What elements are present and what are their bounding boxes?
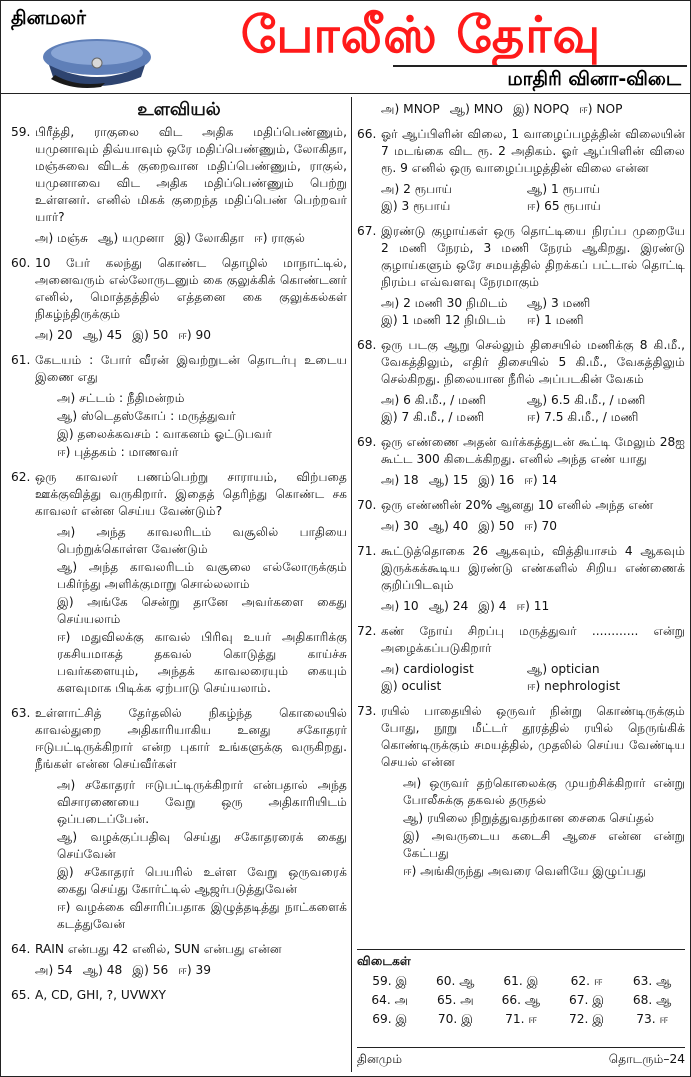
options [357,295,685,329]
option: அ) சட்டம் : நீதிமன்றம் [57,391,185,405]
options [357,101,685,118]
column-divider [351,97,352,1072]
subtitle: மாதிரி வினா-விடை [507,68,681,90]
section-title: உளவியல் [137,99,221,120]
option: ஆ) 40 [428,519,469,533]
question [357,434,685,468]
option: ஆ) அந்த காவலரிடம் வசூலை எல்லோருக்கும் பகிர்ந்து அளிக்குமாறு சொல்லலாம் [57,560,347,591]
answers-box [357,949,685,1028]
question-text: ஒரு படகு ஆறு செல்லும் திசையில் மணிக்கு 8 கி.மீ., வேகத்திலும், எதிர் திசையில் 5 கி.மீ., வேகத்திலும் செல்கிறது. நிலையான நீரில் அப்படகின் வேகம் [381,338,685,386]
option: அ) அந்த காவலரிடம் வசூலில் பாதியை பெற்றுக்கொள்ள வேண்டும் [57,525,347,556]
option: ஆ) 1 ரூபாய் [526,182,600,196]
option: ஈ) 1 மணி [526,313,584,327]
option: இ) 4 [478,599,507,613]
option: இ) சகோதரர் பெயரில் உள்ள வேறு ஒருவரைக் கைது செய்து கோர்ட்டில் ஆஜர்படுத்துவேன் [57,865,347,896]
left-column [11,97,347,1004]
option: ஆ) வழக்குப்பதிவு செய்து சகோதரரைக் கைது செய்வேன் [57,830,347,861]
question-number: 61. [11,353,31,367]
question [11,469,347,520]
answer-item: 67. இ [569,993,605,1007]
option: அ) 30 [381,519,419,533]
answer-item: 64. அ [371,993,409,1007]
options [357,661,685,695]
question [11,705,347,773]
question [357,543,685,594]
options [357,181,685,215]
options [11,777,347,933]
answer-item: 66. ஆ [501,993,541,1007]
option: ஈ) மதுவிலக்கு காவல் பிரிவு உயர் அதிகாரிக்கு ரகசியமாகத் தகவல் கொடுத்து காய்ச்சு பவர்களையும், அந்தக் காவலரையும் கையும் களவுமாக பிடிக்க ஏற்பாடு செய்யலாம். [57,630,347,695]
question-text: ஒரு எண்ணை அதன் வர்க்கத்துடன் கூட்டி மேலும் 28ஐ கூட்ட 300 கிடைக்கிறது. எனில் அந்த எண் யாது [381,435,685,466]
option: இ) தலைக்கவசம் : வாகனம் ஓட்டுபவர் [57,427,272,441]
footer-right: தொடரும்–24 [608,1052,685,1066]
option: ஈ) 90 [178,328,211,342]
option: ஆ) 48 [82,963,123,977]
header [1,1,690,94]
option: இ) 50 [132,328,169,342]
police-cap-icon [35,33,153,89]
question-number: 69. [357,435,377,449]
option: அ) cardiologist [381,662,474,676]
option: ஈ) வழக்கை விசாரிப்பதாக இழுத்தடித்து நாட்களைக் கடத்துவேன் [57,900,347,931]
answer-item: 59. இ [372,974,408,988]
option: அ) 2 ரூபாய் [381,182,453,196]
option: ஈ) 14 [524,473,557,487]
options [357,598,685,615]
option: இ) அவருடைய கடைசி ஆசை என்ன என்று கேட்பது [403,829,685,860]
question [11,255,347,323]
answers-heading: விடைகள் [357,954,411,968]
question-number: 72. [357,624,377,638]
question-text: பிரீத்தி, ராகுலை விட அதிக மதிப்பெண்ணும், யமுனாவும் திவ்யாவும் ஒரே மதிப்பெண்ணும், லோகிதா, மஞ்சுவை விடக் குறைவான மதிப்பெண்ணும், ராகுல், யமுனாவை விட அதிக மதிப்பெண்ணும் பெற்று உள்ளனர். எனில் மிகக் குறைந்த மதிப்பெண் பெற்றவர் யார்? [35,125,347,224]
answer-item: 63. ஆ [632,974,672,988]
options [11,524,347,697]
question-number: 60. [11,256,31,270]
logo-text: தினமலர் [11,7,86,29]
option: அ) ஒருவர் தற்கொலைக்கு முயற்சிக்கிறார் என்று போலீசுக்கு தகவல் தருதல் [403,776,685,807]
answer-item: 68. ஆ [632,993,672,1007]
question [357,623,685,657]
answer-item: 72. இ [569,1012,605,1026]
option: அ) மஞ்சு [35,231,89,245]
question-text: கூட்டுத்தொகை 26 ஆகவும், வித்தியாசம் 4 ஆகவும் இருக்கக்கூடிய இரண்டு எண்களில் சிறிய எண்ணைக் குறிப்பிடவும் [381,544,685,592]
question-text: ஒரு காவலர் பணம்பெற்று சாராயம், விற்பதை ஊக்குவித்து வருகிறார். இதைத் தெரிந்து கொண்ட சக காவலர் என்ன செய்ய வேண்டும்? [35,470,347,518]
option: ஆ) MNO [449,102,504,116]
question-text: கண் நோய் சிறப்பு மருத்துவர் ............ என்று அழைக்கப்படுகிறார் [381,624,685,655]
option: ஈ) புத்தகம் : மாணவர் [57,445,179,459]
question-number: 71. [357,544,377,558]
option: ஈ) 7.5 கி.மீ., / மணி [526,410,639,424]
options [11,327,347,344]
question [11,941,347,958]
option: இ) 1 மணி 12 நிமிடம் [381,313,506,327]
option: இ) 7 கி.மீ., / மணி [381,410,485,424]
option: ஈ) 11 [516,599,550,613]
options [357,518,685,535]
option: ஆ) 15 [428,473,469,487]
question-number: 63. [11,706,31,720]
question-text: ரயில் பாதையில் ஒருவர் நின்று கொண்டிருக்கும் போது, நூறு மீட்டர் தூரத்தில் ரயில் நெருங்கிக் கொண்டிருக்கும் சமயத்தில், முதலில் செய்ய வேண்டிய செயல் என்ன [381,704,685,769]
question [357,497,685,514]
option: அ) 20 [35,328,73,342]
option: ஈ) 65 ரூபாய் [526,199,601,213]
option: ஈ) NOP [579,102,623,116]
question-text: 10 பேர் கலந்து கொண்ட தொழில் மாநாட்டில், அனைவரும் எல்லோருடனும் கை குலுக்கிக் கொண்டனர் எனில், மொத்தத்தில் எத்தனை கை குலுக்கல்கள் நிகழ்ந்திருக்கும் [35,256,347,321]
question-text: ஒரு எண்ணின் 20% ஆனது 10 எனில் அந்த எண் [381,498,654,512]
question-number: 64. [11,942,31,956]
option: அ) 54 [35,963,73,977]
answer-item: 73. ஈ [636,1012,669,1026]
option: ஆ) 45 [82,328,123,342]
option: இ) 3 ரூபாய் [381,199,451,213]
question-number: 68. [357,338,377,352]
option: ஈ) அங்கிருந்து அவரை வெளியே இழுப்பது [403,864,647,878]
answer-item: 70. இ [437,1012,473,1026]
option: அ) 6 கி.மீ., / மணி [381,393,487,407]
question-text: இரண்டு குழாய்கள் ஒரு தொட்டியை நிரப்ப முறையே 2 மணி நேரம், 3 மணி நேரம் ஆகிறது. இரண்டு குழாய்களும் ஒரே சமயத்தில் திறக்கப் பட்டால் தொட்டி நிரம்ப எவ்வளவு நேரமாகும் [381,224,685,289]
question [11,352,347,386]
options [11,390,347,461]
question-number: 67. [357,224,377,238]
answer-item: 60. ஆ [436,974,475,988]
question-text: ஓர் ஆப்பிளின் விலை, 1 வாழைப்பழத்தின் விலையின் 7 மடங்கை விட ரூ. 2 அதிகம். ஓர் ஆப்பிளின் விலை ரூ. 9 எனில் ஒரு வாழைப்பழத்தின் விலை என்ன [381,127,685,175]
option: ஆ) 24 [428,599,469,613]
footer-left: தினமும் [357,1052,403,1066]
question [357,703,685,771]
option: ஆ) ஸ்டெதஸ்கோப் : மருத்துவர் [57,409,236,423]
question-number: 65. [11,988,31,1002]
question [357,126,685,177]
answer-item: 69. இ [372,1012,408,1026]
option: இ) NOPQ [513,102,570,116]
option: இ) 50 [478,519,515,533]
options [357,775,685,880]
option: ஆ) 6.5 கி.மீ., / மணி [526,393,646,407]
option: இ) 16 [478,473,515,487]
option: இ) அங்கே சென்று தானே அவர்களை கைது செய்யலாம் [57,595,347,626]
option: அ) 18 [381,473,419,487]
question [357,337,685,388]
page-title: போலீஸ் தேர்வு [240,6,602,64]
option: இ) லோகிதா [174,231,245,245]
option: அ) சகோதரர் ஈடுபட்டிருக்கிறார் என்பதால் அந்த விசாரணையை வேறு ஒரு அதிகாரியிடம் ஒப்படைப்பேன். [57,778,347,826]
options [357,472,685,489]
logo [7,5,155,91]
question-text: A, CD, GHI, ?, UVWXY [35,988,166,1002]
answers-grid [357,974,685,1028]
right-column [357,97,685,888]
options [357,392,685,426]
option: ஆ) ரயிலை நிறுத்துவதற்கான சைகை செய்தல் [403,811,655,825]
question [11,987,347,1004]
question-number: 66. [357,127,377,141]
answer-item: 61. இ [503,974,539,988]
question-number: 73. [357,704,377,718]
options [11,962,347,979]
option: ஈ) ராகுல் [254,231,305,245]
option: அ) 2 மணி 30 நிமிடம் [381,296,508,310]
question-text: உள்ளாட்சித் தேர்தலில் நிகழ்ந்த கொலையில் காவல்துறை அதிகாரியாகிய உனது சகோதரர் ஈடுபட்டிருக்கிறார் என்ற புகார் உங்களுக்கு வருகிறது. நீங்கள் என்ன செய்வீர்கள் [35,706,347,771]
question [357,223,685,291]
options [11,230,347,247]
option: ஈ) 70 [524,519,557,533]
subtitle-bar [393,65,687,93]
option: ஆ) optician [526,662,600,676]
answer-item: 71. ஈ [505,1012,537,1026]
option: ஈ) 39 [178,963,211,977]
option: ஆ) 3 மணி [526,296,591,310]
answer-item: 65. அ [436,993,474,1007]
question-text: RAIN என்பது 42 எனில், SUN என்பது என்ன [35,942,282,956]
option: இ) 56 [132,963,169,977]
option: அ) 10 [381,599,419,613]
question-number: 59. [11,125,31,139]
option: இ) oculist [381,679,442,693]
option: ஆ) யமுனா [98,231,165,245]
question-number: 62. [11,470,31,484]
question [11,124,347,226]
footer [357,1047,685,1068]
option: ஈ) nephrologist [526,679,621,693]
question-number: 70. [357,498,377,512]
answer-item: 62. ஈ [570,974,603,988]
question-text: கேடயம் : போர் வீரன் இவற்றுடன் தொடர்பு உடைய இணை எது [35,353,347,384]
option: அ) MNOP [381,102,440,116]
